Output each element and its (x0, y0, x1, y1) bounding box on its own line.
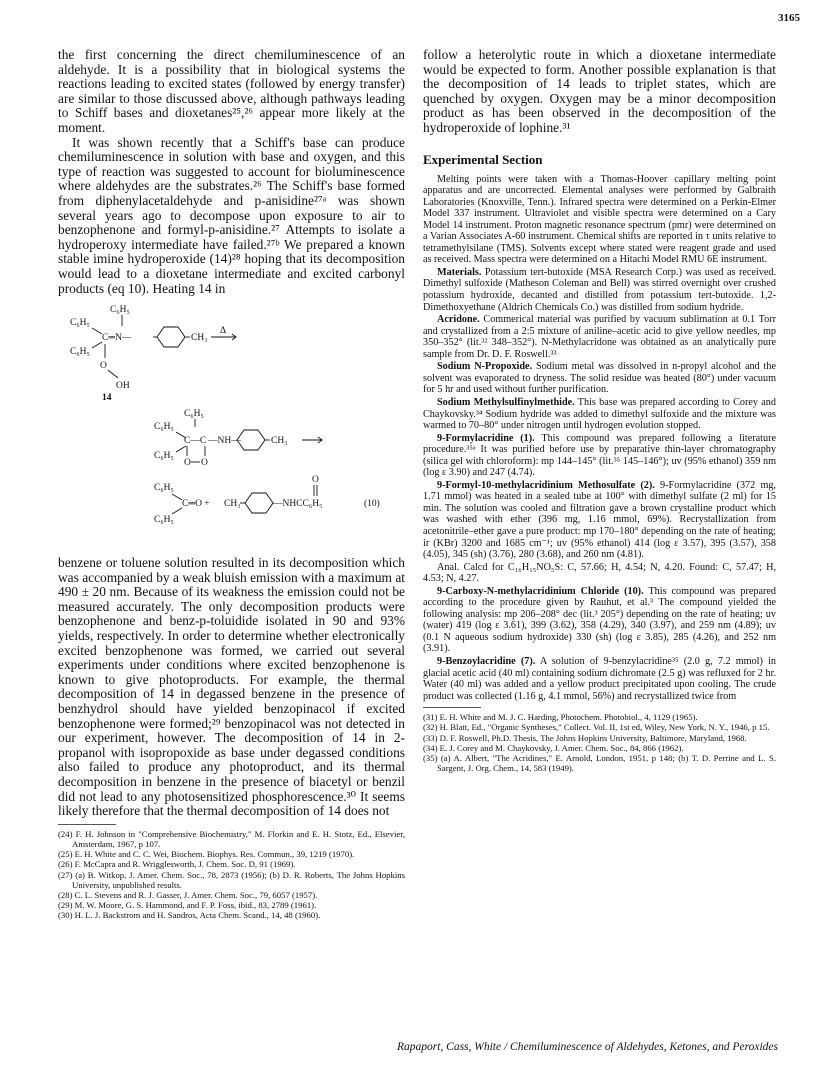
c-c-label: C—C (184, 436, 207, 447)
references-divider (58, 824, 116, 825)
c-eq-o-label: C═O + (182, 499, 210, 510)
paragraph: It was shown recently that a Schiff's base can produce chemiluminescence in solution with base and oxygen, and this type of reaction was suggested to account for bioluminescence where aldehydes are the substrates.²⁶ The Schiff's base formed from diphenylacetaldehyde and p-anisidine²⁷ᵃ was shown several years ago to decompose upon exposure to air to benzophenone and formyl-p-anisidine.²⁷ Attempts to isolate a hydroperoxy intermediate have failed.²⁷ᵇ We prepared a known stable imine hydroperoxide (14)²⁸ hoping that its decomposition would lead to a dioxetane intermediate and excited carbonyl products (eq 10). Heating 14 in (58, 134, 405, 296)
references-divider (423, 707, 481, 708)
c6h5-label: C₆H₅ (154, 483, 174, 494)
reference-27: (27) (a) B. Witkop, J. Amer. Chem. Soc., 78, 2873 (1956); (b) D. R. Roberts, The Johns Hopkins University, unpublished results. (58, 869, 405, 890)
section-title: Experimental Section (423, 151, 543, 167)
equation-number: (10) (364, 499, 380, 510)
oxygen-label: O (312, 475, 319, 486)
running-footer: Rapaport, Cass, White / Chemiluminescence of Aldehydes, Ketones, and Peroxides (396, 1041, 778, 1053)
reference-31: (31) E. H. White and M. J. C. Harding, Photochem. Photobiol., 4, 1129 (1965). (423, 712, 698, 723)
experimental-paragraph: Acridone. Commerical material was purified by vacuum sublimation at 0.1 Torr and crystallized from a 2:5 mixture of aniline–acetic acid to give yellow needles, mp 350–352° (lit.³² 348–352°). N-Methylacridone was obtained as an analytically pure sample from Dr. D. F. Roswell.³³ (423, 314, 776, 360)
benzene-ring (237, 430, 265, 450)
c-eq-n-label: C═N— (102, 333, 132, 344)
oxygen-label: O (201, 458, 208, 469)
reference-33: (33) D. F. Roswell, Ph.D. Thesis, The Johns Hopkins University, Baltimore, Maryland, 1968. (423, 732, 747, 743)
page-number: 3165 (778, 12, 800, 24)
reference-30: (30) H. L. J. Backstrom and H. Sandros, Acta Chem. Scand., 14, 48 (1960). (58, 910, 321, 921)
reference-28: (28) C. L. Stevens and R. J. Gasser, J. Amer. Chem. Soc., 79, 6057 (1957). (58, 890, 318, 900)
experimental-paragraph: 9-Carboxy-N-methylacridinium Chloride (10). This compound was prepared according to the procedure given by Rauhut, et al.³ The compound yielded the following analysis: mp 206–208° dec (lit.³ 205°) depending on the rate of heating; uv (water) 419 (log ε 3.61), 399 (3.62), 358 (4.29), 340 (3.97), and 259 nm (4.89); uv (0.1 N aqueous sodium hydroxide) 330 (sh) (log ε 3.85), 285 (4.26), and 252 nm (3.91). (423, 585, 776, 655)
left-body-bottom (58, 556, 405, 819)
benzene-ring (245, 493, 273, 513)
experimental-paragraph: Anal. Calcd for C₁₆H₁₅NO₅S: C, 57.66; H, 4.54; N, 4.20. Found: C, 57.47; H, 4.53; N, 4.27. (423, 561, 776, 585)
experimental-section (423, 174, 776, 703)
experimental-paragraph: Sodium N-Propoxide. Sodium metal was dissolved in n-propyl alcohol and the solvent was evaporated to dryness. The solid residue was heated (80°) under vacuum for 5 hr and used without further purification. (423, 361, 776, 396)
reaction-scheme-svg (58, 300, 405, 550)
experimental-paragraph: Materials. Potassium tert-butoxide (MSA Research Corp.) was used as received. Dimethyl sulfoxide (Matheson Coleman and Bell) was stirred overnight over crushed potassium hydroxide, decanted and distilled from potassium tert-butoxide. 1,2-Dimethoxyethane (Aldrich Chemicals Co.) was distilled from sodium hydride. (423, 266, 776, 313)
reaction-scheme (58, 300, 405, 550)
c6h5-label: C₆H₅ (154, 515, 174, 526)
experimental-paragraph: Sodium Methylsulfinylmethide. This base was prepared according to Corey and Chaykovsky.³⁴ Sodium hydride was added to dimethyl sulfoxide and the mixture was warmed to 70–80° under nitrogen until hydrogen evolution stopped. (423, 396, 776, 432)
reference-29: (29) M. W. Moore, G. S. Hammond, and F. P. Foss, ibid., 83, 2789 (1961). (58, 900, 317, 911)
c6h5-label: C₆H₅ (70, 347, 90, 358)
right-references (423, 712, 776, 773)
reference-25: (25) E. H. White and C. C. Wei, Biochem. Biophys. Res. Commun., 39, 1219 (1970). (58, 849, 355, 860)
experimental-paragraph: 9-Formylacridine (1). This compound was prepared following a literature procedure.³⁵ᵃ It was purified before use by preparative thin-layer chromatography (silica gel with chloroform): mp 144–145° (lit.³⁵ 145–146°); uv (95% ethanol) 359 nm (log ε 3.90) and 247 (4.74). (423, 432, 776, 479)
c6h5-label: C₆H₅ (154, 451, 174, 462)
heat-label: Δ (220, 326, 227, 337)
ch3-label: CH₃ (191, 333, 208, 344)
paragraph: benzene or toluene solution resulted in its decomposition which was accompanied by a weak bluish emission with a maximum at 490 ± 20 nm. Because of its weakness the emission could not be measured accurately. The only decomposition products were benzophenone and benz-p-toluidide isolated in 90 and 93% yields, respectively. In order to determine whether electronically excited benzophenone was formed, we carried out several experiments under conditions where excited benzophenone is known to give photoproducts. For example, the thermal decomposition of 14 in degassed benzene in the presence of benzhydrol should have yielded benzopinacol if excited benzophenone were formed;²⁹ benzopinacol was not detected in our experiment, however. The decomposition of 14 in 2-propanol with isopropoxide as base under degassed conditions also failed to produce any photoproduct, and its thermal decomposition in benzene in the presence of biacetyl or benzil did not lead to any photosensitized phosphorescence.³⁰ It seems likely therefore that the thermal decomposition of 14 does not (58, 555, 405, 819)
benzene-ring (157, 327, 185, 347)
oxygen-label: O (100, 361, 107, 372)
right-body-top (423, 48, 776, 136)
reference-35: (35) (a) A. Albert, "The Acridines," E. Arnold, London, 1951, p 148; (b) T. D. Perrine and L. S. Sargent, J. Org. Chem., 14, 583 (1949). (423, 752, 776, 774)
nhcc6h5-label: —NHCC₆H₅ (273, 499, 323, 510)
nh-label: —NH— (208, 436, 241, 447)
experimental-paragraph: 9-Formyl-10-methylacridinium Methosulfate (2). 9-Formylacridine (372 mg, 1.71 mmol) was heated in a sealed tube at 100° with dimethyl sulfate (2 ml) for 15 min. The solution was cooled and filtration gave a brown crystalline product which was washed with ether (396 mg, 1.16 mmol, 69%). Recrystallization from acetonitrile–ether gave a pure product: mp 170–180° depending on the rate of heating; ir (KBr) 3200 and 1685 cm⁻¹; uv (95% ethanol) 414 (log ε 3.57), 395 (3.57), 358 (4.05), 345 (sh) (3.76), 280 (3.68), and 260 nm (4.81). (423, 479, 777, 561)
ch3-label: CH₃ (271, 436, 288, 447)
right-column (423, 48, 776, 773)
paragraph: follow a heterolytic route in which a dioxetane intermediate would be expected to form. Another possible explanation is that the decomposition of 14 leads to triplet states, which are quenched by oxygen. Oxygen may be a minor decomposition product as has been observed in the decomposition of the hydroperoxide of lophine.³¹ (423, 47, 776, 135)
hydroxyl-label: OH (116, 381, 130, 392)
c6h5-label: C₆H₅ (154, 422, 174, 433)
c6h5-label: C₆H₅ (110, 305, 130, 316)
compound-14-label: 14 (102, 393, 112, 404)
experimental-paragraph: Melting points were taken with a Thomas-Hoover capillary melting point apparatus and are uncorrected. Elemental analyses were performed by Galbraith Laboratories (Knoxville, Tenn.). Infrared spectra were determined on a Perkin-Elmer Model 337 instrument. Ultraviolet and visible spectra were determined on a Cary Model 14 instrument. Proton magnetic resonance spectrum (pmr) were determined on a Varian Associates A-60 instrument. Chemical shifts are reported in τ units relative to tetramethylsilane (TMS). Solvents except where stated were reagent grade and used as received. Mass spectra were determined on a Hitachi Model RMU 6E instrument. (423, 173, 776, 266)
reference-34: (34) E. J. Corey and M. Chaykovsky, J. Amer. Chem. Soc., 84, 866 (1962). (423, 742, 684, 753)
c6h5-label: C₆H₅ (70, 318, 90, 329)
reference-26: (26) F. McCapra and R. Wrigglesworth, J. Chem. Soc. D, 91 (1969). (58, 859, 296, 870)
left-references (58, 829, 405, 921)
left-body-top (58, 48, 405, 296)
c6h5-label: C₆H₅ (184, 409, 204, 420)
oxygen-label: O (184, 458, 191, 469)
experimental-paragraph: 9-Benzoylacridine (7). A solution of 9-benzylacridine³⁵ (2.0 g, 7.2 mmol) in glacial acetic acid (40 ml) containing sodium dichromate (2.5 g) was refluxed for 2 hr. Water (40 ml) was added and a yellow product precipitated upon cooling. The crude product was collected (1.16 g, 4.1 mmol, 56%) and recrystallized twice from (423, 655, 776, 702)
paragraph: the first concerning the direct chemiluminescence of an aldehyde. It is a possibility that in biological systems the reactions leading to excited states (followed by energy transfer) are similar to those discussed above, although pathways leading to Schiff bases and dioxetanes²⁵,²⁶ appear more likely at the moment. (58, 47, 405, 135)
reference-32: (32) H. Blatt, Ed., "Organic Syntheses," Collect. Vol. II, 1st ed, Wiley, New York, N. Y., 1946, p 15. (423, 722, 770, 733)
ch3-label: CH₃ (224, 499, 241, 510)
left-column (58, 48, 405, 921)
reference-24: (24) F. H. Johnson in "Comprehensive Biochemistry," M. Florkin and E. H. Stotz, Ed., Elsevier, Amsterdam, 1967, p 107. (58, 828, 405, 849)
